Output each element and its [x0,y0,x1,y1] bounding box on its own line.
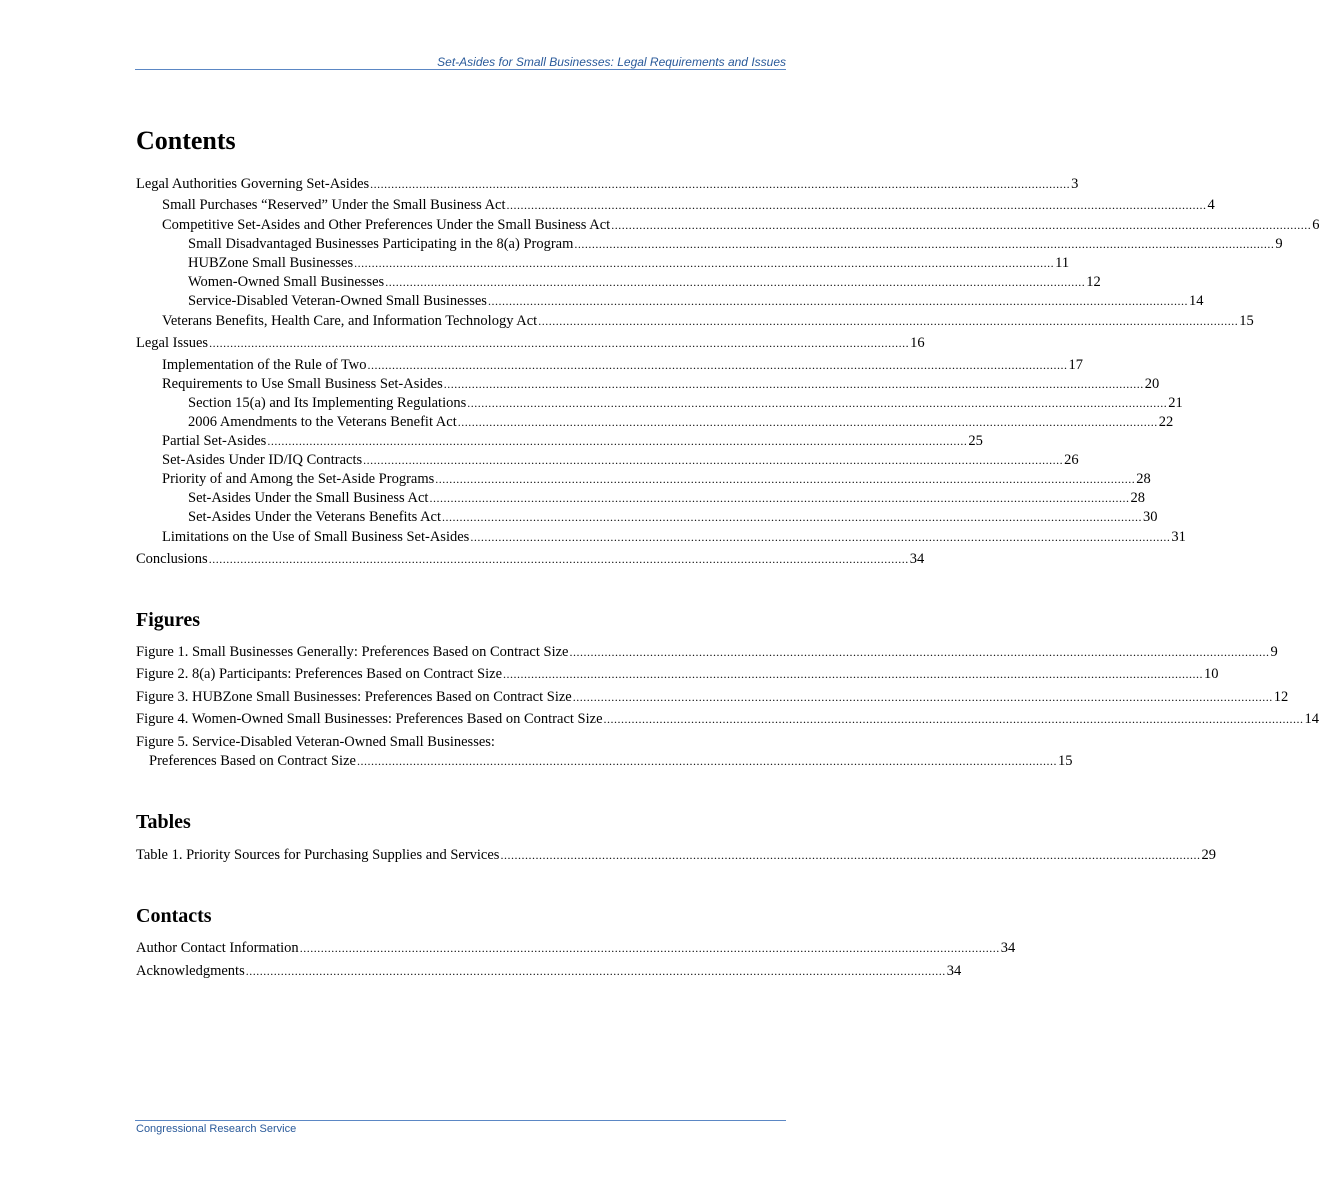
dot-leader: ........................................................................................................................................................................................................ [611,218,1312,232]
dot-leader: ........................................................................................................................................................................................................ [429,491,1130,505]
figure-entry-continuation[interactable]: Preferences Based on Contract Size ........................................................................................................................................................................................................ 15 [149,753,1073,769]
contacts-heading: Contacts [136,905,212,927]
toc-entry[interactable]: 2006 Amendments to the Veterans Benefit Act ........................................................................................................................................................................................................ 22 [188,414,1174,430]
dot-leader: ........................................................................................................................................................................................................ [245,964,946,978]
toc-entry[interactable]: Women-Owned Small Businesses ........................................................................................................................................................................................................ 12 [188,274,1101,290]
dot-leader: ........................................................................................................................................................................................................ [603,712,1304,726]
figure-entry-first-line[interactable]: Figure 5. Service-Disabled Veteran-Owned Small Businesses: [136,734,495,750]
dot-leader: ........................................................................................................................................................................................................ [208,552,909,566]
dot-leader: ........................................................................................................................................................................................................ [503,667,1204,681]
figures-heading: Figures [136,609,201,631]
toc-entry[interactable]: Limitations on the Use of Small Business Set-Asides ........................................................................................................................................................................................................ 31 [162,529,1186,545]
dot-leader: ........................................................................................................................................................................................................ [385,275,1086,289]
toc-entry[interactable]: Set-Asides Under the Small Business Act ........................................................................................................................................................................................................ 28 [188,490,1145,506]
toc-entry[interactable]: Small Purchases “Reserved” Under the Small Business Act ........................................................................................................................................................................................................ 4 [162,197,1215,213]
contact-entry[interactable]: Author Contact Information ........................................................................................................................................................................................................ 34 [136,940,1016,956]
toc-entry[interactable]: Requirements to Use Small Business Set-Asides ........................................................................................................................................................................................................ 20 [162,376,1160,392]
dot-leader: ........................................................................................................................................................................................................ [354,256,1055,270]
dot-leader: ........................................................................................................................................................................................................ [367,358,1068,372]
dot-leader: ........................................................................................................................................................................................................ [457,415,1158,429]
dot-leader: ........................................................................................................................................................................................................ [363,453,1064,467]
toc-entry[interactable]: Competitive Set-Asides and Other Preferences Under the Small Business Act ........................................................................................................................................................................................................ 6 [162,217,1319,233]
dot-leader: ........................................................................................................................................................................................................ [267,434,968,448]
dot-leader: ........................................................................................................................................................................................................ [572,690,1273,704]
toc-entry[interactable]: Small Disadvantaged Businesses Participating in the 8(a) Program ........................................................................................................................................................................................................ 9 [188,236,1283,252]
dot-leader: ........................................................................................................................................................................................................ [487,294,1188,308]
table-entry[interactable]: Table 1. Priority Sources for Purchasing Supplies and Services ........................................................................................................................................................................................................ 29 [136,847,1216,863]
contents-heading: Contents [136,126,236,155]
dot-leader: ........................................................................................................................................................................................................ [470,530,1171,544]
figure-entry[interactable]: Figure 3. HUBZone Small Businesses: Preferences Based on Contract Size ........................................................................................................................................................................................................ 12 [136,689,1289,705]
dot-leader: ........................................................................................................................................................................................................ [209,336,910,350]
toc-entry[interactable]: Implementation of the Rule of Two ........................................................................................................................................................................................................ 17 [162,357,1083,373]
dot-leader: ........................................................................................................................................................................................................ [574,237,1275,251]
dot-leader: ........................................................................................................................................................................................................ [467,396,1168,410]
header-divider [135,69,786,70]
toc-entry[interactable]: Legal Authorities Governing Set-Asides ........................................................................................................................................................................................................ 3 [136,176,1079,192]
dot-leader: ........................................................................................................................................................................................................ [435,472,1136,486]
toc-entry[interactable]: Conclusions ........................................................................................................................................................................................................ 34 [136,551,925,567]
dot-leader: ........................................................................................................................................................................................................ [356,754,1057,768]
dot-leader: ........................................................................................................................................................................................................ [569,645,1270,659]
toc-entry[interactable]: Priority of and Among the Set-Aside Programs ........................................................................................................................................................................................................ 28 [162,471,1151,487]
toc-entry[interactable]: Set-Asides Under ID/IQ Contracts ........................................................................................................................................................................................................ 26 [162,452,1079,468]
dot-leader: ........................................................................................................................................................................................................ [506,198,1207,212]
dot-leader: ........................................................................................................................................................................................................ [538,314,1239,328]
dot-leader: ........................................................................................................................................................................................................ [443,377,1144,391]
running-footer: Congressional Research Service [136,1123,297,1135]
tables-heading: Tables [136,811,191,833]
running-header: Set-Asides for Small Businesses: Legal Requirements and Issues [437,55,786,69]
contact-entry[interactable]: Acknowledgments ........................................................................................................................................................................................................ 34 [136,963,962,979]
dot-leader: ........................................................................................................................................................................................................ [442,510,1143,524]
dot-leader: ........................................................................................................................................................................................................ [370,177,1071,191]
figure-entry[interactable]: Figure 2. 8(a) Participants: Preferences Based on Contract Size ........................................................................................................................................................................................................ 10 [136,666,1219,682]
toc-entry[interactable]: HUBZone Small Businesses ........................................................................................................................................................................................................ 11 [188,255,1070,271]
toc-entry[interactable]: Veterans Benefits, Health Care, and Information Technology Act ........................................................................................................................................................................................................ 15 [162,313,1254,329]
figure-entry[interactable]: Figure 4. Women-Owned Small Businesses: Preferences Based on Contract Size ........................................................................................................................................................................................................ 14 [136,711,1319,727]
toc-entry[interactable]: Section 15(a) and Its Implementing Regulations ........................................................................................................................................................................................................ 21 [188,395,1183,411]
dot-leader: ........................................................................................................................................................................................................ [500,848,1201,862]
toc-entry[interactable]: Set-Asides Under the Veterans Benefits Act ........................................................................................................................................................................................................ 30 [188,509,1158,525]
toc-entry[interactable]: Legal Issues ........................................................................................................................................................................................................ 16 [136,335,925,351]
toc-entry[interactable]: Partial Set-Asides ........................................................................................................................................................................................................ 25 [162,433,983,449]
footer-divider [135,1120,786,1121]
dot-leader: ........................................................................................................................................................................................................ [299,941,1000,955]
toc-entry[interactable]: Service-Disabled Veteran-Owned Small Businesses ........................................................................................................................................................................................................ 14 [188,293,1204,309]
figure-entry[interactable]: Figure 1. Small Businesses Generally: Preferences Based on Contract Size ........................................................................................................................................................................................................ 9 [136,644,1278,660]
